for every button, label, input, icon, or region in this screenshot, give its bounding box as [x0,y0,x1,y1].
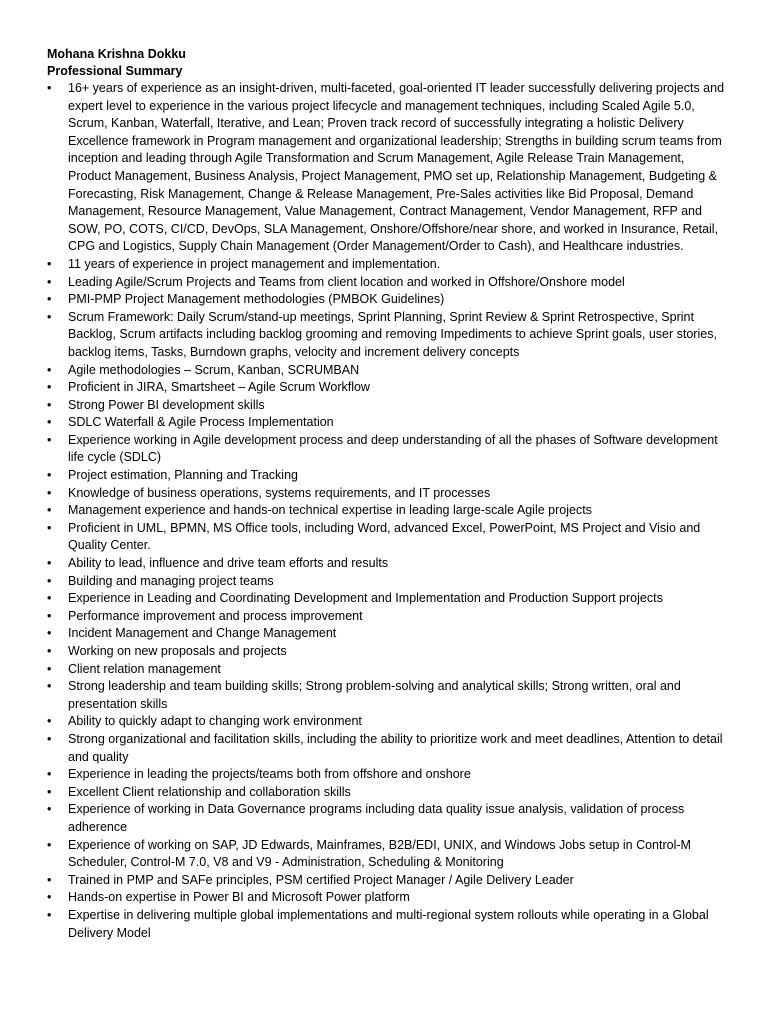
summary-bullet-item [47,678,727,713]
bullet-text: 11 years of experience in project management and implementation. [68,256,441,271]
summary-bullet-item [47,432,727,467]
summary-bullet-item [47,555,727,573]
bullet-text: Scrum Framework: Daily Scrum/stand-up meetings, Sprint Planning, Sprint Review & Sprint Retrospective, Sprint Backlog, Scrum artifacts including backlog grooming and removing Impediments to achieve Sprint goals, user stories, backlog items, Tasks, Burndown graphs, velocity and increment delivery concepts [68,309,717,359]
summary-bullet-item [47,80,727,256]
bullet-text: Hands-on expertise in Power BI and Microsoft Power platform [68,890,410,905]
bullet-icon: • [47,802,52,817]
bullet-icon: • [47,256,52,271]
bullet-text: Ability to lead, influence and drive team efforts and results [68,556,389,571]
summary-bullet-item [47,625,727,643]
summary-bullet-item [47,309,727,362]
summary-bullet-item [47,784,727,802]
summary-bullet-item [47,731,727,766]
bullet-text: Strong Power BI development skills [68,397,265,412]
bullet-text: Incident Management and Change Management [68,626,337,641]
bullet-icon: • [47,907,52,922]
bullet-icon: • [47,837,52,852]
summary-bullet-item [47,291,727,309]
bullet-icon: • [47,661,52,676]
summary-bullet-item [47,713,727,731]
bullet-text: Ability to quickly adapt to changing work environment [68,714,362,729]
bullet-icon: • [47,679,52,694]
summary-bullet-item [47,520,727,555]
bullet-text: Proficient in UML, BPMN, MS Office tools, including Word, advanced Excel, PowerPoint, MS Project and Visio and Quality Center. [68,520,701,553]
section-title: Professional Summary [47,64,183,78]
bullet-text: Expertise in delivering multiple global implementations and multi-regional system rollouts while operating in a Global Delivery Model [68,907,709,940]
bullet-icon: • [47,784,52,799]
summary-bullet-item [47,502,727,520]
bullet-icon: • [47,731,52,746]
bullet-text: Trained in PMP and SAFe principles, PSM certified Project Manager / Agile Delivery Leader [68,872,574,887]
bullet-text: SDLC Waterfall & Agile Process Implementation [68,415,334,430]
summary-bullet-item [47,397,727,415]
bullet-text: 16+ years of experience as an insight-driven, multi-faceted, goal-oriented IT leader successfully delivering projects and expert level to experience in the various project lifecycle and management techniques, including Scaled Agile 5.0, Scrum, Kanban, Waterfall, Iterative, and Lean; Proven track record of successfully integrating a holistic Delivery Excellence framework in Program management and organizational leadership; Strengths in building scrum teams from inception and leading through Agile Transformation and Scrum Management, Agile Release Train Management, Product Management, Business Analysis, Project Management, PMO set up, Relationship Management, Budgeting & Forecasting, Risk Management, Change & Release Management, Pre-Sales activities like Bid Proposal, Demand Management, Resource Management, Value Management, Contract Management, Vendor Management, RFP and SOW, PO, COTS, CI/CD, DevOps, SLA Management, Onshore/Offshore/near shore, and worked in Insurance, Retail, CPG and Logistics, Supply Chain Management (Order Management/Order to Cash), and Healthcare industries. [68,81,725,254]
summary-bullet-item [47,362,727,380]
bullet-icon: • [47,591,52,606]
bullet-icon: • [47,626,52,641]
bullet-text: Management experience and hands-on technical expertise in leading large-scale Agile projects [68,503,592,518]
bullet-icon: • [47,503,52,518]
bullet-icon: • [47,415,52,430]
bullet-text: Strong leadership and team building skills; Strong problem-solving and analytical skills; Strong written, oral and presentation skills [68,679,681,711]
bullet-text: Proficient in JIRA, Smartsheet – Agile Scrum Workflow [68,380,370,395]
bullet-icon: • [47,556,52,571]
summary-bullet-item [47,379,727,397]
bullet-icon: • [47,520,52,535]
bullet-text: Experience of working in Data Governance programs including data quality issue analysis, validation of process adherence [68,802,685,834]
bullet-text: Working on new proposals and projects [68,644,287,658]
bullet-icon: • [47,292,52,307]
bullet-icon: • [47,608,52,623]
bullet-text: Experience working in Agile development process and deep understanding of all the phases of Software development life cycle (SDLC) [68,432,718,465]
bullet-text: Knowledge of business operations, systems requirements, and IT processes [68,485,491,500]
bullet-text: Leading Agile/Scrum Projects and Teams from client location and worked in Offshore/Onshore model [68,274,625,289]
summary-bullet-item [47,256,727,274]
bullet-icon: • [47,485,52,500]
bullet-icon: • [47,468,52,483]
summary-bullet-item [47,573,727,591]
bullet-icon: • [47,714,52,729]
bullet-icon: • [47,81,52,95]
summary-bullet-item [47,643,727,661]
summary-bullet-list [47,80,727,942]
bullet-icon: • [47,644,52,658]
bullet-text: Strong organizational and facilitation skills, including the ability to prioritize work and meet deadlines, Attention to detail and quality [68,731,723,764]
summary-bullet-item [47,801,727,836]
summary-bullet-item [47,889,727,907]
summary-bullet-item [47,661,727,679]
summary-bullet-item [47,467,727,485]
bullet-text: Building and managing project teams [68,573,274,588]
bullet-icon: • [47,309,52,324]
bullet-icon: • [47,890,52,905]
summary-bullet-item [47,907,727,942]
bullet-text: Excellent Client relationship and collaboration skills [68,784,351,799]
bullet-icon: • [47,767,52,782]
bullet-icon: • [47,274,52,289]
bullet-icon: • [47,380,52,395]
summary-bullet-item [47,766,727,784]
bullet-text: Experience in Leading and Coordinating Development and Implementation and Production Support projects [68,591,663,606]
summary-bullet-item [47,837,727,872]
bullet-text: PMI-PMP Project Management methodologies (PMBOK Guidelines) [68,292,445,307]
bullet-text: Project estimation, Planning and Tracking [68,468,298,483]
bullet-icon: • [47,432,52,447]
bullet-icon: • [47,573,52,588]
summary-bullet-item [47,872,727,890]
candidate-name: Mohana Krishna Dokku [47,47,186,61]
summary-bullet-item [47,485,727,503]
summary-bullet-item [47,590,727,608]
summary-bullet-item [47,274,727,292]
summary-bullet-item [47,608,727,626]
bullet-icon: • [47,872,52,887]
bullet-text: Experience of working on SAP, JD Edwards, Mainframes, B2B/EDI, UNIX, and Windows Jobs setup in Control-M Scheduler, Control-M 7.0, V8 and V9 - Administration, Scheduling & Monitoring [68,837,691,870]
bullet-text: Agile methodologies – Scrum, Kanban, SCRUMBAN [68,362,360,377]
bullet-icon: • [47,397,52,412]
bullet-text: Performance improvement and process improvement [68,608,363,623]
document-content [47,46,727,942]
bullet-icon: • [47,362,52,377]
summary-bullet-item [47,414,727,432]
bullet-text: Experience in leading the projects/teams both from offshore and onshore [68,767,471,782]
bullet-text: Client relation management [68,661,221,676]
